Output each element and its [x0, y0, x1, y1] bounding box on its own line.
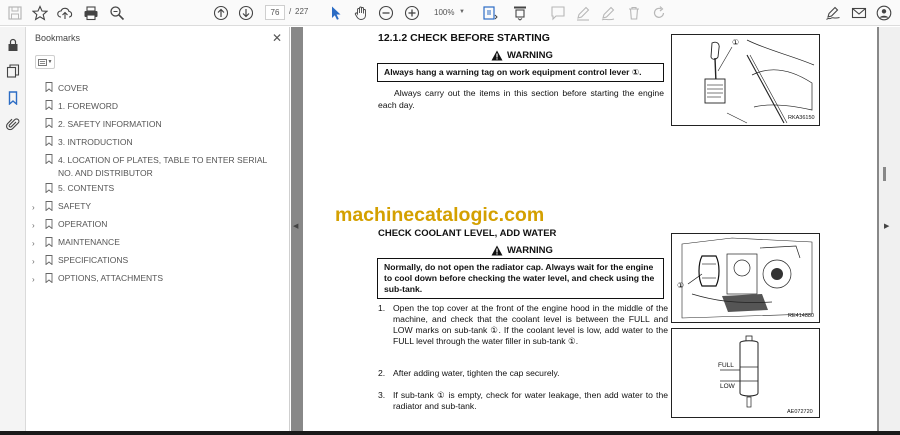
warning-box-1: Always hang a warning tag on work equipment control lever ①. — [377, 63, 664, 82]
print-icon[interactable] — [81, 3, 101, 23]
bookmark-icon — [45, 82, 53, 92]
bookmark-item[interactable] — [27, 133, 290, 151]
bookmark-icon — [45, 237, 53, 247]
step-1 — [378, 303, 668, 347]
close-icon[interactable]: ✕ — [271, 31, 283, 45]
step-2 — [378, 368, 668, 379]
zoom-in-icon[interactable] — [402, 3, 422, 23]
zoom-level-select[interactable]: 100% — [434, 8, 455, 17]
step-number: 1. — [378, 303, 386, 313]
email-icon[interactable] — [849, 3, 869, 23]
bookmark-label: 2. SAFETY INFORMATION — [58, 118, 162, 129]
bookmark-label: 3. INTRODUCTION — [58, 136, 133, 147]
bookmark-item[interactable] — [27, 270, 290, 288]
select-cursor-icon[interactable] — [326, 3, 346, 23]
bookmark-item[interactable] — [27, 252, 290, 270]
figure-control-lever — [671, 34, 820, 126]
intro-paragraph: Always carry out the items in this section before starting the engine each day. — [378, 88, 664, 110]
warning-title-2 — [491, 245, 553, 256]
bottom-edge — [0, 431, 900, 435]
vertical-scrollbar[interactable] — [879, 27, 900, 435]
bookmark-item[interactable] — [27, 216, 290, 234]
bookmark-label: SPECIFICATIONS — [58, 255, 129, 265]
chevron-right-icon[interactable]: › — [32, 238, 35, 248]
next-page-icon[interactable] — [236, 3, 256, 23]
bookmark-icon — [45, 100, 53, 110]
zoom-search-icon[interactable] — [107, 3, 127, 23]
bookmark-item[interactable] — [27, 180, 290, 198]
lock-icon[interactable] — [4, 36, 22, 54]
toolbar — [0, 0, 900, 26]
step-text: Open the top cover at the front of the engine hood in the middle of the machine, and check that the coolant level is between the FULL and LOW marks on sub-tank ①. If the coolant level is low, add water to the FULL level through the water filler in sub-tank ①. — [393, 303, 668, 346]
previous-page-icon[interactable] — [211, 3, 231, 23]
bookmark-label: COVER — [58, 82, 89, 93]
step-3 — [378, 390, 668, 412]
figure-code-2: RE414880 — [788, 313, 814, 319]
bookmark-item[interactable] — [27, 97, 290, 115]
bookmark-icon — [45, 183, 53, 193]
bookmark-label: MAINTENANCE — [58, 237, 120, 247]
user-account-icon[interactable] — [874, 3, 894, 23]
bookmark-label: OPTIONS, ATTACHMENTS — [58, 273, 163, 283]
warning-box-2: Normally, do not open the radiator cap. Always wait for the engine to cool down before checking the water level, and check using the sub-tank. — [377, 258, 664, 299]
figure-callout-1: ① — [732, 38, 740, 47]
fit-page-icon[interactable] — [480, 3, 500, 23]
fill-sign-icon[interactable] — [823, 3, 843, 23]
bookmark-label: OPERATION — [58, 219, 108, 229]
step-number: 2. — [378, 368, 386, 378]
list-options-icon — [38, 59, 47, 66]
navigation-rail — [0, 27, 26, 435]
scrollbar-thumb[interactable] — [883, 167, 886, 181]
bookmark-label: 1. FOREWORD — [58, 100, 118, 111]
chevron-right-icon[interactable]: › — [32, 220, 35, 230]
comment-icon[interactable] — [548, 3, 568, 23]
step-number: 3. — [378, 390, 386, 400]
bookmark-list — [27, 79, 290, 288]
collapse-right-arrow-icon[interactable]: ▶ — [884, 223, 890, 230]
save-icon[interactable] — [5, 3, 25, 23]
warning-label: WARNING — [507, 245, 553, 256]
bookmark-item[interactable] — [27, 198, 290, 216]
figure-code-3: AE072720 — [787, 409, 813, 415]
bookmark-label: 5. CONTENTS — [58, 183, 115, 193]
bookmark-item[interactable] — [27, 151, 290, 180]
page-number-input[interactable]: 76 — [265, 5, 285, 20]
figure-callout-2: ① — [677, 281, 685, 290]
collapse-left-arrow-icon[interactable]: ◀ — [293, 223, 299, 230]
bookmark-icon — [45, 136, 53, 146]
hand-tool-icon[interactable] — [351, 3, 371, 23]
full-level-label: FULL — [718, 362, 734, 369]
bookmark-item[interactable] — [27, 234, 290, 252]
bookmark-icon — [45, 273, 53, 283]
engine-compartment-illustration — [672, 234, 819, 322]
warning-title-1 — [491, 50, 553, 61]
upload-cloud-icon[interactable] — [55, 3, 75, 23]
bookmark-icon — [45, 154, 53, 164]
chevron-right-icon[interactable]: › — [32, 202, 35, 212]
chevron-right-icon[interactable]: › — [32, 256, 35, 266]
bookmark-icon — [45, 255, 53, 265]
panel-title: Bookmarks — [35, 33, 81, 43]
warning-label: WARNING — [507, 50, 553, 61]
scroll-mode-icon[interactable] — [510, 3, 530, 23]
star-bookmark-icon[interactable] — [30, 3, 50, 23]
bookmark-icon — [45, 201, 53, 211]
subsection-heading: CHECK COOLANT LEVEL, ADD WATER — [378, 228, 557, 239]
delete-trash-icon[interactable] — [624, 3, 644, 23]
redo-icon[interactable] — [649, 3, 669, 23]
bookmark-item[interactable] — [27, 79, 290, 97]
highlight-pen-icon[interactable] — [573, 3, 593, 23]
figure-sub-tank — [671, 328, 820, 418]
bookmark-icon — [45, 219, 53, 229]
zoom-out-icon[interactable] — [376, 3, 396, 23]
chevron-down-icon: ▼ — [47, 59, 53, 65]
warning-triangle-icon — [491, 245, 503, 256]
draw-icon[interactable] — [598, 3, 618, 23]
bookmark-panel-icon[interactable] — [4, 89, 22, 107]
low-level-label: LOW — [720, 383, 735, 390]
step-text: After adding water, tighten the cap securely. — [393, 368, 560, 378]
bookmark-label: SAFETY — [58, 201, 92, 211]
page-separator: / — [289, 7, 292, 16]
bookmark-icon — [45, 118, 53, 128]
figure-engine-compartment — [671, 233, 820, 323]
page-total: 227 — [295, 7, 309, 16]
pdf-page — [303, 27, 877, 435]
sub-tank-illustration — [672, 329, 819, 417]
bookmark-item[interactable] — [27, 115, 290, 133]
watermark-text: machinecatalogic.com — [335, 204, 545, 226]
control-lever-illustration — [672, 35, 819, 125]
bookmarks-panel — [27, 27, 290, 435]
section-heading: 12.1.2 CHECK BEFORE STARTING — [378, 32, 550, 44]
bookmark-label: 4. LOCATION OF PLATES, TABLE TO ENTER SERIAL NO. AND DISTRIBUTOR — [58, 154, 267, 178]
figure-code-1: RKA36150 — [788, 115, 815, 121]
step-text: If sub-tank ① is empty, check for water leakage, then add water to the radiator and sub-tank. — [393, 390, 668, 411]
bookmark-options-button[interactable] — [35, 55, 55, 69]
chevron-down-icon: ▼ — [459, 9, 465, 15]
page-thumbnails-icon[interactable] — [4, 62, 22, 80]
warning-triangle-icon — [491, 50, 503, 61]
chevron-right-icon[interactable]: › — [32, 274, 35, 284]
attachment-paperclip-icon[interactable] — [4, 115, 22, 133]
